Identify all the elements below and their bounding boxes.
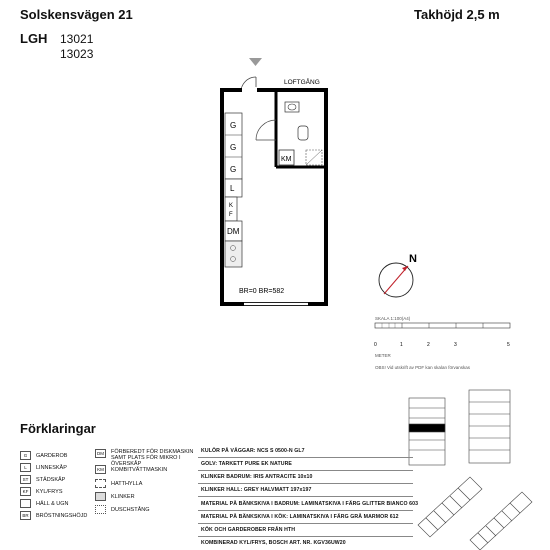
- cabinet-label: G: [230, 143, 237, 152]
- legend-label: LINNESKÅP: [36, 464, 67, 471]
- legend-title: Förklaringar: [20, 421, 96, 436]
- cabinet-label: G: [230, 165, 237, 174]
- material-spec: KLINKER HALL: GREY HALVMATT 197x197: [201, 487, 312, 493]
- address-title: Solskensvägen 21: [20, 7, 133, 22]
- legend-code: ST: [20, 475, 31, 484]
- shower-drain-line: [306, 150, 322, 165]
- legend-code: G: [20, 451, 31, 460]
- legend-item: [20, 487, 63, 496]
- ceiling-height: Takhöjd 2,5 m: [414, 7, 500, 22]
- lgh-label: LGH: [20, 31, 48, 46]
- compass-north-label: N: [409, 253, 417, 265]
- material-spec: KULÖR PÅ VÄGGAR: NCS S 0500-N GL7: [201, 448, 305, 454]
- corridor-label: LOFTGÅNG: [284, 79, 320, 86]
- material-spec: KÖK OCH GARDEROBER FRÅN HTH: [201, 527, 296, 533]
- legend-item: [95, 505, 150, 514]
- cabinet-label: F: [229, 212, 233, 218]
- material-spec: KLINKER BADRUM: IRIS ANTRACITE 10x10: [201, 474, 313, 480]
- site-plan-thumbnail: [409, 390, 532, 550]
- divider: [198, 457, 413, 458]
- apartment-number: 13023: [60, 47, 94, 61]
- scale-tick: 0: [374, 342, 377, 348]
- legend-label: HÄLL & UGN: [36, 500, 69, 507]
- scale-unit: METER: [375, 353, 391, 358]
- tile-swatch-icon: [95, 492, 106, 501]
- legend-item: [20, 463, 67, 472]
- legend-item: [95, 465, 167, 474]
- divider: [198, 523, 413, 524]
- legend-code: DM: [97, 451, 104, 456]
- legend-label: KOMBITVÄTTMASKIN: [111, 466, 168, 473]
- legend-item: [20, 475, 65, 484]
- scale-tick: 2: [427, 342, 430, 348]
- legend-label: GARDEROB: [36, 452, 68, 459]
- legend-item: [20, 499, 69, 508]
- legend-code: BR: [20, 511, 31, 520]
- divider: [198, 483, 413, 484]
- compass-arrow-icon: [402, 266, 408, 271]
- legend-label: STÄDSKÅP: [36, 476, 66, 483]
- cabinet-label: K: [229, 203, 234, 209]
- window-dimensions: BR=0 BR=582: [239, 288, 285, 295]
- legend-code: L: [20, 463, 31, 472]
- legend-label: KLINKER: [111, 493, 135, 500]
- material-spec: GOLV: TARKETT PURE EK NATURE: [201, 461, 292, 467]
- legend-item: [20, 451, 67, 460]
- divider: [198, 496, 413, 497]
- sink-icon: [285, 102, 299, 112]
- legend-label: DUSCHSTÅNG: [111, 506, 150, 513]
- divider: [198, 470, 413, 471]
- material-spec: MATERIAL PÅ BÄNKSKIVA I KÖK: LAMINATSKIVA I FÄRG GRÅ MARMOR 612: [201, 514, 399, 520]
- hat-shelf-icon: [95, 479, 106, 488]
- legend-label: KYL/FRYS: [36, 488, 63, 495]
- scale-bar: [375, 323, 510, 328]
- legend-label: HATTHYLLA: [111, 480, 143, 487]
- shower-rod-icon: [95, 505, 106, 514]
- scale-tick: 1: [400, 342, 403, 348]
- cabinet-label: DM: [227, 227, 240, 236]
- stove-icon: [20, 499, 31, 508]
- apartment-number: 13021: [60, 32, 94, 46]
- km-label: KM: [281, 156, 292, 163]
- scale-tick: 3: [454, 342, 457, 348]
- legend-label: FÖRBEREDT FÖR DISKMASKIN SAMT PLATS FÖR MIKRO I ÖVERSKÅP: [111, 449, 194, 467]
- scale-caption: SKALA 1:100(A4): [375, 316, 411, 321]
- legend-item: [20, 511, 87, 520]
- entry-arrow-icon: [249, 58, 262, 66]
- scale-note: OBS! Vid utskrift av PDF kan skalan förvanskas: [375, 365, 470, 370]
- scale-tick: 5: [507, 342, 510, 348]
- bathroom-door-arc: [256, 120, 276, 140]
- material-spec: MATERIAL PÅ BÄNKSKIVA I BADRUM: LAMINATSKIVA I FÄRG GLITTER BIANCO 603: [201, 501, 419, 507]
- toilet-icon: [298, 126, 308, 140]
- material-spec: KOMBINERAD KYL/FRYS, BOSCH ART. NR. KGV36UW20: [201, 540, 346, 546]
- divider: [198, 536, 413, 537]
- legend-code: KM: [95, 465, 106, 474]
- divider: [198, 510, 413, 511]
- legend-label: BRÖSTNINGSHÖJD: [36, 512, 88, 519]
- cabinet-label: G: [230, 121, 237, 130]
- legend-code: KF: [20, 487, 31, 496]
- legend-item: [95, 492, 135, 501]
- cabinet-label: L: [230, 184, 235, 193]
- legend-item: [95, 479, 142, 488]
